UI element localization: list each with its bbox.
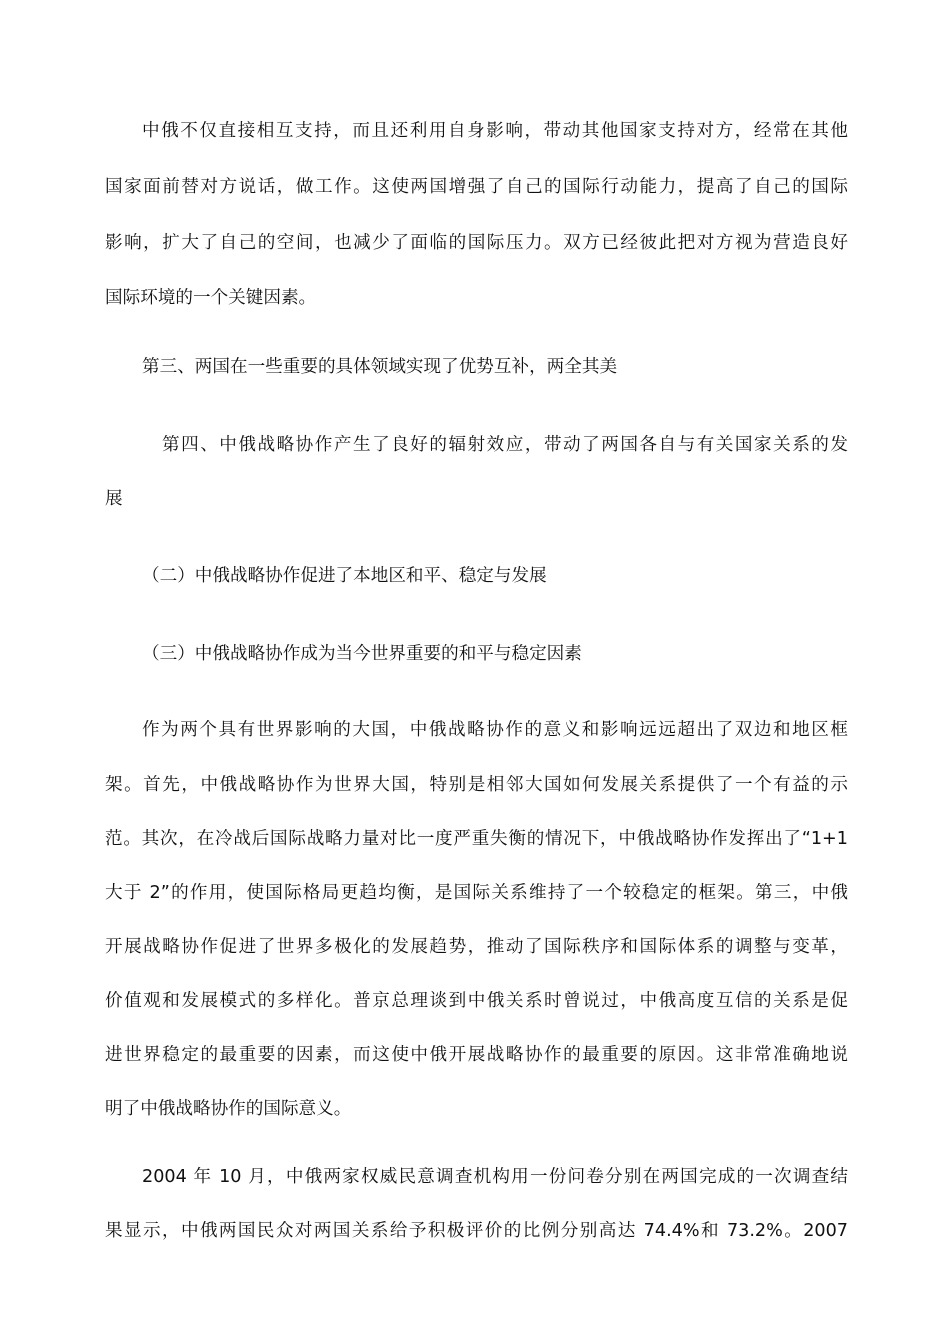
paragraph-6-line-3: 范。其次，在冷战后国际战略力量对比一度严重失衡的情况下，中俄战略协作发挥出了“1+1 xyxy=(105,829,848,849)
paragraph-1-line-2: 国家面前替对方说话，做工作。这使两国增强了自己的国际行动能力，提高了自己的国际 xyxy=(105,177,848,197)
paragraph-6-line-8: 明了中俄战略协作的国际意义。 xyxy=(105,1099,352,1119)
paragraph-6-line-6: 价值观和发展模式的多样化。普京总理谈到中俄关系时曾说过，中俄高度互信的关系是促 xyxy=(105,991,848,1011)
paragraph-6-line-2: 架。首先，中俄战略协作为世界大国，特别是相邻大国如何发展关系提供了一个有益的示 xyxy=(105,775,848,795)
paragraph-1-line-3: 影响，扩大了自己的空间，也减少了面临的国际压力。双方已经彼此把对方视为营造良好 xyxy=(105,233,848,253)
paragraph-1-line-4: 国际环境的一个关键因素。 xyxy=(105,288,317,308)
subheading-three: （三）中俄战略协作成为当今世界重要的和平与稳定因素 xyxy=(142,644,582,664)
heading-third: 第三、两国在一些重要的具体领域实现了优势互补，两全其美 xyxy=(142,357,618,377)
paragraph-1-line-1: 中俄不仅直接相互支持，而且还利用自身影响，带动其他国家支持对方，经常在其他 xyxy=(142,121,848,141)
paragraph-6-line-1: 作为两个具有世界影响的大国，中俄战略协作的意义和影响远远超出了双边和地区框 xyxy=(142,720,848,740)
subheading-two: （二）中俄战略协作促进了本地区和平、稳定与发展 xyxy=(142,566,547,586)
paragraph-6-line-5: 开展战略协作促进了世界多极化的发展趋势，推动了国际秩序和国际体系的调整与变革， xyxy=(105,937,848,957)
heading-fourth-line-1: 第四、中俄战略协作产生了良好的辐射效应，带动了两国各自与有关国家关系的发 xyxy=(162,435,848,455)
paragraph-6-line-7: 进世界稳定的最重要的因素，而这使中俄开展战略协作的最重要的原因。这非常准确地说 xyxy=(105,1045,848,1065)
paragraph-7-line-2: 果显示，中俄两国民众对两国关系给予积极评价的比例分别高达 74.4%和 73.2%。2007 xyxy=(105,1221,848,1241)
paragraph-7-line-1: 2004 年 10 月，中俄两家权威民意调查机构用一份问卷分别在两国完成的一次调查结 xyxy=(142,1167,848,1187)
heading-fourth-line-2: 展 xyxy=(105,489,123,509)
paragraph-6-line-4: 大于 2”的作用，使国际格局更趋均衡，是国际关系维持了一个较稳定的框架。第三，中俄 xyxy=(105,883,848,903)
